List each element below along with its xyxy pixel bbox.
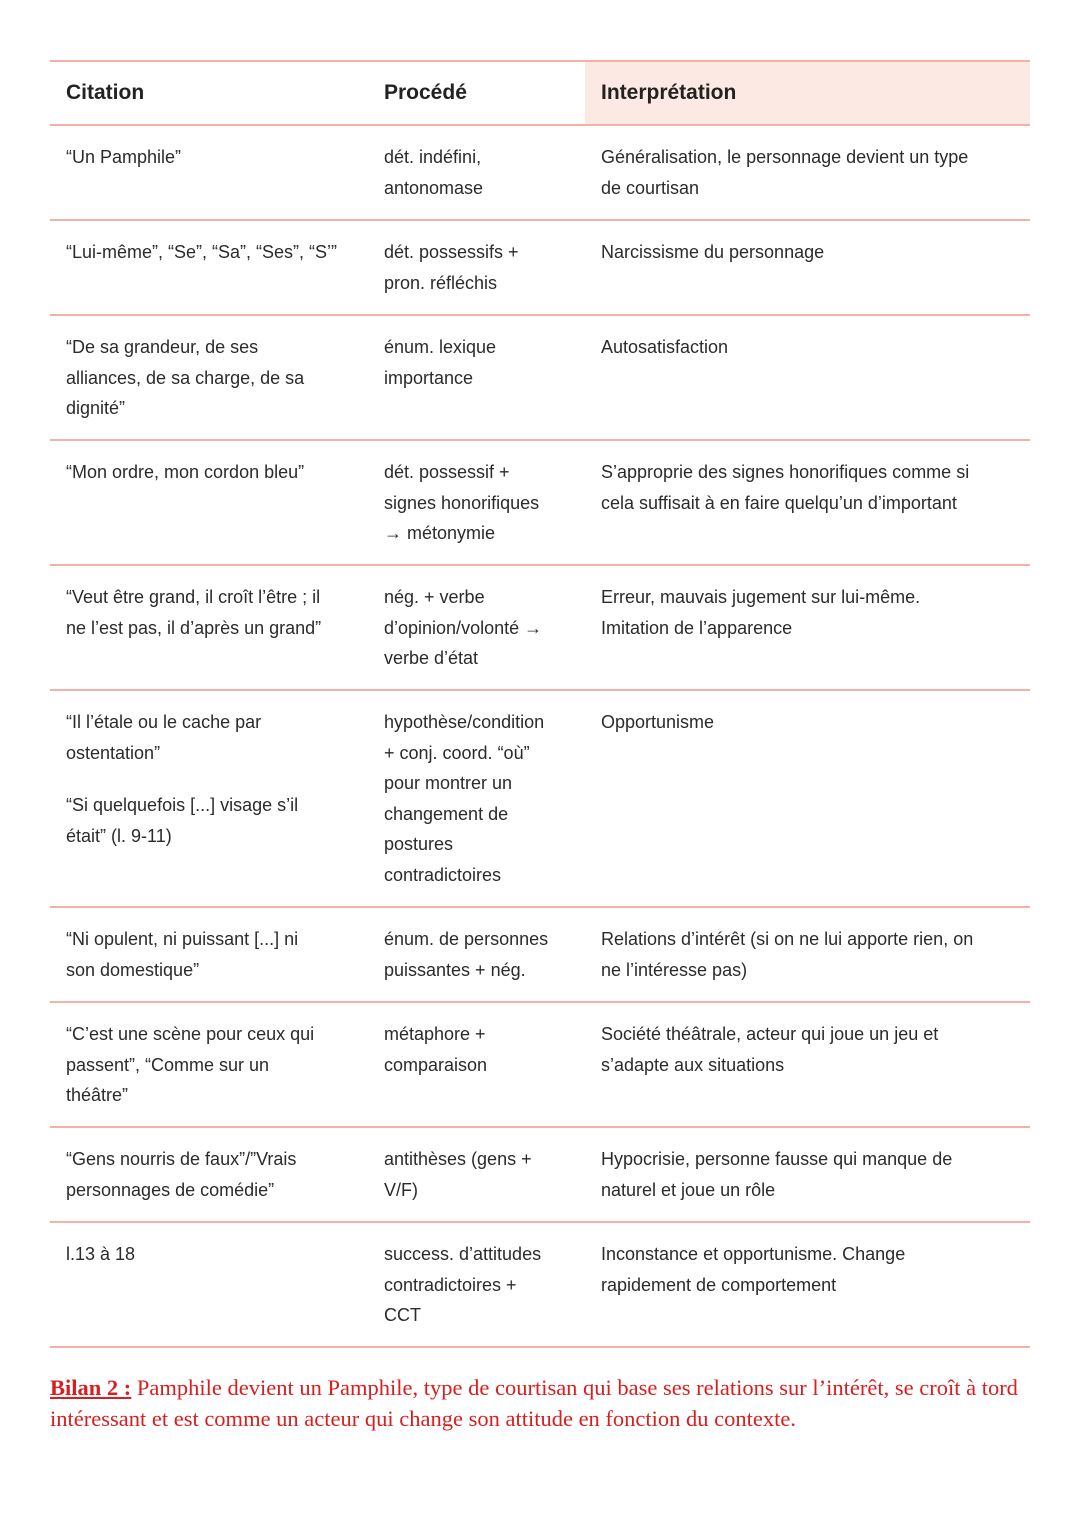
cell-interpretation: Autosatisfaction: [601, 337, 729, 357]
cell-citation: [50, 1002, 368, 1127]
citation-text: “Il l’étale ou le cache par ostentation”: [66, 712, 262, 763]
table-row: [50, 1002, 1030, 1127]
header-row: [50, 61, 1030, 125]
citation-text: “Si quelquefois [...] visage s’il était” (l. 9-11): [66, 795, 299, 846]
cell-procede: nég. + verbe d’opinion/volonté → verbe d’état: [384, 587, 543, 668]
cell-interpretation: Hypocrisie, personne fausse qui manque de naturel et joue un rôle: [601, 1149, 953, 1200]
citation-text: “Mon ordre, mon cordon bleu”: [66, 462, 305, 482]
citation-text: “Gens nourris de faux”/”Vrais personnages de comédie”: [66, 1149, 297, 1200]
bilan-text: Pamphile devient un Pamphile, type de courtisan qui base ses relations sur l’intérêt, se croît à tord intéressant et est comme un acteur qui change son attitude en fonction du contexte.: [50, 1375, 1018, 1431]
header-interpretation: Interprétation: [585, 61, 1030, 125]
table-row: [50, 125, 1030, 220]
bilan-label: Bilan 2 :: [50, 1375, 132, 1400]
citation-text: “C’est une scène pour ceux qui passent”, “Comme sur un théâtre”: [66, 1024, 315, 1105]
table-row: [50, 315, 1030, 440]
table-header: [50, 61, 1030, 125]
citation-text: l.13 à 18: [66, 1244, 136, 1264]
cell-procede: antithèses (gens + V/F): [384, 1149, 532, 1200]
citation-text: “De sa grandeur, de ses alliances, de sa charge, de sa dignité”: [66, 337, 305, 418]
cell-procede: énum. lexique importance: [384, 337, 497, 388]
cell-procede: dét. indéfini, antonomase: [384, 147, 484, 198]
header-procede: Procédé: [368, 61, 585, 125]
citation-text: “Lui-même”, “Se”, “Sa”, “Ses”, “S’”: [66, 242, 338, 262]
cell-citation: [50, 1127, 368, 1222]
analysis-table: [50, 60, 1030, 1348]
cell-interpretation: S’approprie des signes honorifiques comme si cela suffisait à en faire quelqu’un d’important: [601, 462, 970, 513]
cell-citation: [50, 125, 368, 220]
table-row: [50, 565, 1030, 690]
cell-procede: métaphore + comparaison: [384, 1024, 488, 1075]
cell-citation: [50, 440, 368, 565]
cell-interpretation: Société théâtrale, acteur qui joue un jeu et s’adapte aux situations: [601, 1024, 939, 1075]
cell-citation: [50, 220, 368, 315]
table-row: [50, 1222, 1030, 1347]
cell-interpretation: Généralisation, le personnage devient un type de courtisan: [601, 147, 969, 198]
cell-interpretation: Erreur, mauvais jugement sur lui-même. Imitation de l’apparence: [601, 587, 921, 638]
cell-citation: [50, 907, 368, 1002]
cell-interpretation: Opportunisme: [601, 712, 715, 732]
bilan-summary: [50, 1372, 1040, 1434]
cell-citation: [50, 690, 368, 907]
cell-citation: [50, 565, 368, 690]
citation-text: “Un Pamphile”: [66, 147, 182, 167]
citation-text: “Ni opulent, ni puissant [...] ni son domestique”: [66, 929, 299, 980]
cell-interpretation: Relations d’intérêt (si on ne lui apporte rien, on ne l’intéresse pas): [601, 929, 974, 980]
cell-interpretation: Narcissisme du personnage: [601, 242, 825, 262]
cell-procede: hypothèse/condition + conj. coord. “où” pour montrer un changement de postures contradictoires: [384, 712, 545, 885]
cell-citation: [50, 315, 368, 440]
cell-procede: success. d’attitudes contradictoires + CCT: [384, 1244, 542, 1325]
cell-procede: énum. de personnes puissantes + nég.: [384, 929, 549, 980]
table-row: [50, 1127, 1030, 1222]
cell-procede: dét. possessif + signes honorifiques → métonymie: [384, 462, 540, 543]
cell-citation: [50, 1222, 368, 1347]
table-row: [50, 690, 1030, 907]
table-row: [50, 440, 1030, 565]
cell-interpretation: Inconstance et opportunisme. Change rapidement de comportement: [601, 1244, 906, 1295]
header-citation: Citation: [50, 61, 368, 125]
cell-procede: dét. possessifs + pron. réfléchis: [384, 242, 519, 293]
analysis-sheet: [50, 60, 1030, 1348]
table-row: [50, 220, 1030, 315]
table-row: [50, 907, 1030, 1002]
table-body: [50, 125, 1030, 1347]
citation-text: “Veut être grand, il croît l’être ; il ne l’est pas, il d’après un grand”: [66, 587, 322, 638]
